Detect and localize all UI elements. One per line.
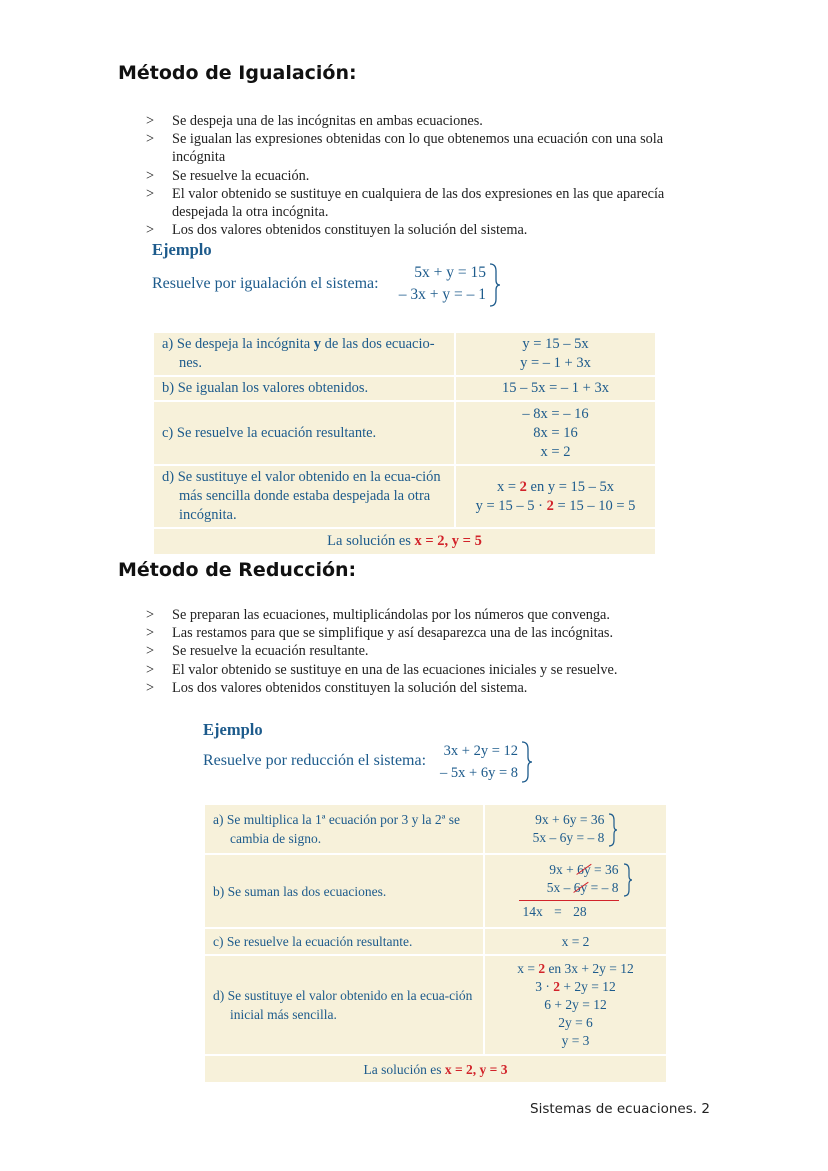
table-row bbox=[153, 401, 656, 465]
page-footer: Sistemas de ecuaciones. 2 bbox=[530, 1101, 710, 1117]
step-b-label: b) Se suman las dos ecuaciones. bbox=[204, 854, 484, 928]
step-b-math: 9x + 6y = 36 5x – 6y = – 8 14x = 28 bbox=[484, 854, 667, 928]
bullet-marker-icon: > bbox=[146, 131, 155, 148]
reduccion-steps-table bbox=[203, 803, 668, 1084]
list-item: > Las restamos para que se simplifique y así desaparezca una de las incógnitas. bbox=[146, 625, 614, 642]
table-row bbox=[204, 804, 667, 854]
bullet-marker-icon: > bbox=[146, 625, 155, 642]
bullet-marker-icon: > bbox=[146, 679, 155, 696]
bullet-marker-icon: > bbox=[146, 222, 155, 239]
cancelled-term: 6y bbox=[577, 862, 591, 877]
sum-rule bbox=[519, 900, 619, 901]
step-a-label: a) Se despeja la incógnita y de las dos ecuacio-nes. bbox=[153, 332, 455, 376]
table-row bbox=[153, 376, 656, 401]
right-brace-icon bbox=[520, 741, 534, 783]
reduccion-steps-list bbox=[146, 606, 718, 697]
step-c-math: – 8x = – 16 8x = 16 x = 2 bbox=[455, 401, 656, 465]
table-row bbox=[204, 854, 667, 928]
igualacion-steps-list bbox=[146, 112, 718, 239]
step-b-math: 15 – 5x = – 1 + 3x bbox=[455, 376, 656, 401]
example-prompt: Resuelve por reducción el sistema: bbox=[203, 752, 427, 769]
right-brace-icon bbox=[488, 263, 502, 307]
list-item: > Los dos valores obtenidos constituyen la solución del sistema. bbox=[146, 679, 528, 696]
table-row bbox=[204, 955, 667, 1055]
list-item: > Se despeja una de las incógnitas en ambas ecuaciones. bbox=[146, 113, 483, 129]
example-title: Ejemplo bbox=[203, 720, 263, 739]
table-row bbox=[204, 1055, 667, 1083]
step-a-label: a) Se multiplica la 1ª ecuación por 3 y la 2ª se cambia de signo. bbox=[204, 804, 484, 854]
table-row bbox=[153, 465, 656, 528]
example-prompt: Resuelve por igualación el sistema: bbox=[152, 275, 379, 292]
bullet-marker-icon: > bbox=[146, 643, 155, 660]
step-c-label: c) Se resuelve la ecuación resultante. bbox=[204, 928, 484, 955]
bullet-marker-icon: > bbox=[146, 113, 155, 129]
right-brace-icon bbox=[608, 813, 618, 847]
table-row bbox=[153, 528, 656, 555]
right-brace-icon bbox=[623, 863, 633, 897]
equation-system: 3x + 2y = 12 – 5x + 6y = 8 bbox=[440, 743, 518, 781]
step-d-math: x = 2 en y = 15 – 5x y = 15 – 5 · 2 = 15 – 10 = 5 bbox=[455, 465, 656, 528]
step-a-math: y = 15 – 5x y = – 1 + 3x bbox=[455, 332, 656, 376]
bullet-marker-icon: > bbox=[146, 607, 155, 623]
step-d-label: d) Se sustituye el valor obtenido en la ecua-ción inicial más sencilla. bbox=[204, 955, 484, 1055]
table-row bbox=[153, 332, 656, 376]
step-d-math: x = 2 en 3x + 2y = 12 3 · 2 + 2y = 12 6 + 2y = 12 2y = 6 y = 3 bbox=[484, 955, 667, 1055]
step-c-label: c) Se resuelve la ecuación resultante. bbox=[153, 401, 455, 465]
bullet-marker-icon: > bbox=[146, 661, 155, 678]
list-item: > Se resuelve la ecuación. bbox=[146, 167, 310, 184]
reduccion-heading: Método de Reducción: bbox=[118, 559, 357, 581]
equation-system: 5x + y = 15 – 3x + y = – 1 bbox=[398, 264, 486, 303]
list-item: > Se preparan las ecuaciones, multiplicándolas por los números que convenga. bbox=[146, 607, 610, 623]
table-row bbox=[204, 928, 667, 955]
example-title: Ejemplo bbox=[152, 240, 212, 259]
step-a-math: 9x + 6y = 36 5x – 6y = – 8 bbox=[484, 804, 667, 854]
igualacion-heading: Método de Igualación: bbox=[118, 62, 357, 84]
bullet-marker-icon: > bbox=[146, 185, 155, 202]
igualacion-steps-table bbox=[152, 331, 657, 556]
step-b-label: b) Se igualan los valores obtenidos. bbox=[153, 376, 455, 401]
list-item: > Los dos valores obtenidos constituyen la solución del sistema. bbox=[146, 222, 528, 239]
cancelled-term: 6y bbox=[573, 880, 588, 895]
list-item: > Se resuelve la ecuación resultante. bbox=[146, 643, 369, 660]
solution-row: La solución es x = 2, y = 5 bbox=[153, 528, 656, 555]
list-item: > Se igualan las expresiones obtenidas con lo que obtenemos una ecuación con una sola incógnita bbox=[146, 131, 664, 166]
bullet-marker-icon: > bbox=[146, 167, 155, 184]
step-d-label: d) Se sustituye el valor obtenido en la ecua-ción más sencilla donde estaba despejada la otra incógnita. bbox=[153, 465, 455, 528]
list-item: > El valor obtenido se sustituye en cualquiera de las dos expresiones en las que aparecía despejada la otra incógnita. bbox=[146, 185, 665, 221]
list-item: > El valor obtenido se sustituye en una de las ecuaciones iniciales y se resuelve. bbox=[146, 661, 618, 678]
solution-row: La solución es x = 2, y = 3 bbox=[204, 1055, 667, 1083]
step-c-math: x = 2 bbox=[484, 928, 667, 955]
